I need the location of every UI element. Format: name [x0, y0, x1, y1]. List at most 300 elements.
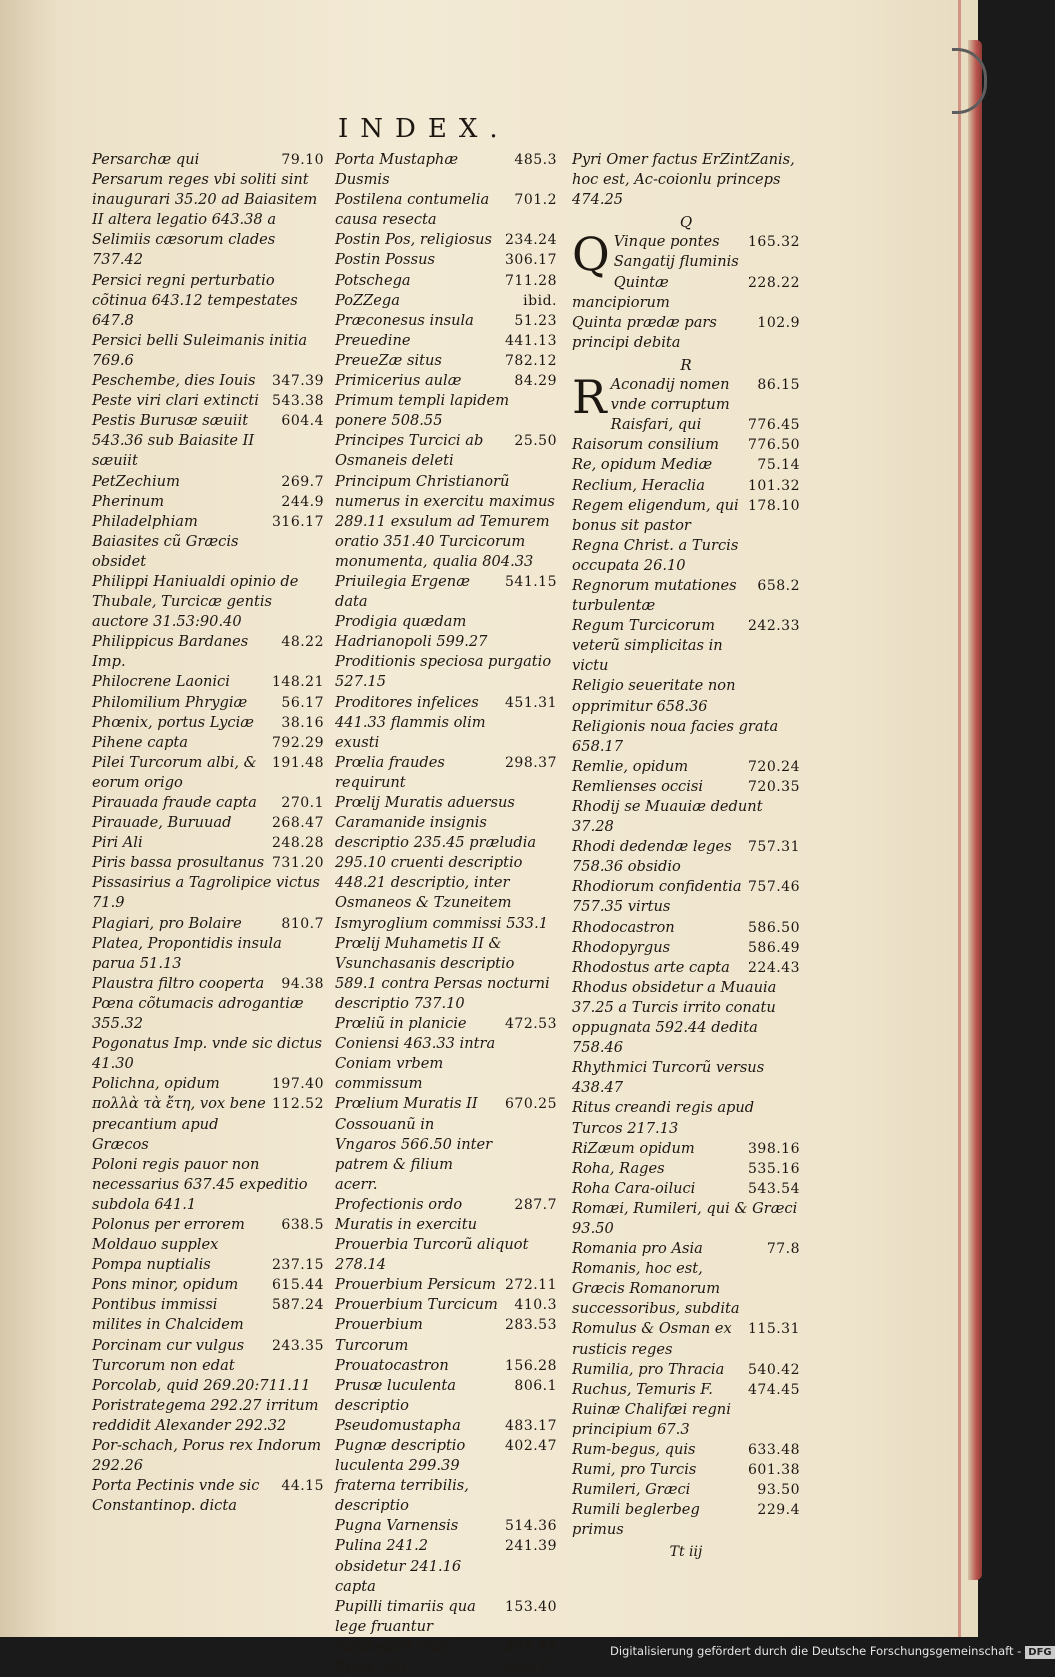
entry-page-ref: 316.17 [272, 513, 324, 530]
index-entry [92, 793, 324, 813]
entry-page-ref: 586.49 [748, 939, 800, 956]
entry-term: Pusdogani vsus [335, 1637, 450, 1655]
entry-page-ref: 243.35 [272, 1337, 324, 1354]
entry-term: Rhodi dedendæ leges 758.36 obsidio [572, 838, 732, 876]
index-entry [92, 1275, 324, 1295]
section-letter-q: Q [679, 213, 693, 232]
section-letter-r: R [680, 355, 692, 374]
entry-page-ref: ibid. [523, 292, 557, 309]
entry-page-ref: 75.14 [757, 457, 800, 474]
index-entry [335, 351, 557, 371]
entry-term: Pogonatus Imp. vnde sic dictus 41.30 [92, 1035, 323, 1073]
entry-term: Principum Christianorũ numerus in exercitu maximus 289.11 exsulum ad Temurem oratio 351.40 Turcicorum monumenta, qualia 804.33 [335, 472, 555, 570]
section-r-entries [572, 370, 800, 1540]
entry-page-ref: 197.40 [272, 1076, 324, 1093]
entry-term: Persarum reges vbi soliti sint inaugurari 35.20 ad Baiasitem II altera legatio 643.38 a Selimiis cæsorum clades 737.42 [92, 171, 318, 269]
index-entry [335, 572, 557, 612]
entry-page-ref: 701.2 [514, 192, 557, 209]
index-entry [335, 291, 557, 311]
entry-term: πολλὰ τὰ ἔτη, vox bene precantium apud Græcos [92, 1095, 266, 1153]
section-r [572, 370, 800, 1540]
index-entry [572, 717, 800, 757]
index-entry [572, 1199, 800, 1239]
entry-page-ref: 483.17 [505, 1417, 557, 1434]
dfg-logo: DFG [1025, 1646, 1054, 1659]
entry-page-ref: 244.9 [281, 493, 324, 510]
index-entry [572, 1460, 800, 1480]
entry-page-ref: 79.10 [281, 152, 324, 168]
entry-term: Plaustra filtro cooperta [92, 974, 265, 992]
entry-term: Porta Mustaphæ Dusmis [335, 151, 459, 189]
entry-page-ref: 25.50 [514, 433, 557, 450]
entry-page-ref: 535.16 [748, 1160, 800, 1177]
entry-term: Plagiari, pro Bolaire [92, 914, 242, 932]
entry-page-ref: 228.22 [748, 274, 800, 291]
index-entry [92, 693, 324, 713]
entry-term: Pseudomustapha [335, 1416, 461, 1434]
index-column-3 [572, 150, 800, 1563]
entry-term: Profectionis ordo Muratis in exercitu [335, 1195, 477, 1233]
index-entry [335, 311, 557, 331]
entry-page-ref: 298.37 [505, 754, 557, 771]
index-entry [335, 230, 557, 250]
index-entry [572, 1058, 800, 1098]
entry-page-ref: 474.45 [748, 1381, 800, 1398]
index-entry [572, 576, 800, 616]
entry-term: Prœlia fraudes requirunt [335, 753, 445, 791]
entry-page-ref: 229.4 [757, 1502, 800, 1519]
index-entry [92, 1034, 324, 1074]
entry-term: Philippi Haniualdi opinio de Thubale, Turcicæ gentis auctore 31.53:90.40 [92, 572, 299, 631]
entry-page-ref: 720.24 [748, 758, 800, 775]
entry-term: Prœlium Muratis II Cossouanũ in Vngaros 566.50 inter patrem & filium acerr. [335, 1095, 493, 1193]
index-entry [335, 693, 557, 753]
entry-page-ref: 93.50 [757, 1482, 800, 1499]
entry-page-ref: 347.39 [272, 373, 324, 390]
entry-term: Prodigia quædam Hadrianopoli 599.27 [335, 613, 488, 651]
index-entry [335, 431, 557, 471]
index-entry [335, 391, 557, 431]
entry-term: Raisorum consilium [572, 436, 719, 454]
entry-term: Pirauada fraude capta [92, 794, 257, 811]
entry-page-ref: 398.16 [748, 1140, 800, 1157]
entry-term: Pilei Turcorum albi, & eorum origo [92, 753, 257, 791]
index-entry [335, 1376, 557, 1416]
index-entry [92, 572, 324, 632]
section-q [572, 227, 800, 353]
index-entry [92, 1255, 324, 1275]
entry-page-ref: 48.22 [281, 634, 324, 651]
index-entry [572, 797, 800, 837]
entry-term: Polichna, opidum [92, 1075, 220, 1093]
entry-page-ref: 782.12 [505, 352, 557, 369]
entry-term: Prouerbium Persicum [335, 1276, 496, 1294]
index-entry [572, 227, 800, 282]
entry-term: Philippicus Bardanes Imp. [92, 633, 249, 671]
entry-term: Proditionis speciosa purgatio 527.15 [335, 653, 552, 691]
footer-credit [610, 1642, 1052, 1661]
entry-page-ref: 287.7 [514, 1196, 557, 1213]
entry-page-ref: 283.53 [505, 1317, 557, 1334]
entry-page-ref: 543.38 [272, 393, 324, 410]
entry-term: PreueZæ situs [335, 351, 442, 369]
entry-term: PoZZega [335, 291, 400, 309]
index-entry [335, 1195, 557, 1235]
entry-term: Persici regni perturbatio cõtinua 643.12 tempestates 647.8 [92, 271, 298, 329]
entry-term: Poristrategema 292.27 irritum reddidit Alexander 292.32 [92, 1396, 319, 1434]
entry-term: Peste viri clari extincti [92, 392, 259, 410]
entry-term: Re, opidum Mediæ [572, 456, 713, 474]
index-entry [572, 616, 800, 676]
entry-term: Preuedine [335, 331, 411, 349]
entry-term: Pompa nuptialis [92, 1256, 211, 1274]
entry-term: Rhodus obsidetur a Muauia 37.25 a Turcis irrito conatu oppugnata 592.44 dedita 758.46 [572, 978, 777, 1057]
entry-term: Rhythmici Turcorũ versus 438.47 [572, 1059, 765, 1097]
index-entry [335, 1235, 557, 1275]
index-entry [572, 1500, 800, 1540]
index-entry [572, 1400, 800, 1440]
entry-term: RiZæum opidum [572, 1139, 695, 1157]
entry-page-ref: 242.33 [748, 618, 800, 635]
entry-term: Quinta prædæ pars principi debita [572, 313, 717, 351]
index-entry [92, 672, 324, 692]
entry-page-ref: 601.38 [748, 1462, 800, 1479]
entry-term: Regna Christ. a Turcis occupata 26.10 [572, 536, 739, 574]
entry-page-ref: 77.8 [766, 1241, 800, 1258]
entry-page-ref: 776.45 [748, 417, 800, 434]
entry-page-ref: 178.10 [748, 497, 800, 514]
entry-term: Pupilli timariis qua lege fruantur [335, 1597, 476, 1635]
index-entry [572, 1319, 800, 1359]
entry-term: Porcolab, quid 269.20:711.11 [92, 1376, 311, 1394]
entry-page-ref: 156.28 [505, 1357, 557, 1374]
index-entry [335, 190, 557, 230]
index-entry [92, 914, 324, 934]
entry-page-ref: 84.29 [514, 373, 557, 390]
index-entry [572, 1380, 800, 1400]
index-entry [335, 1416, 557, 1436]
entry-page-ref: 94.38 [281, 975, 324, 992]
entry-term: Prœlij Muratis aduersus Caramanide insignis descriptio 235.45 præludia 295.10 cruenti descriptio 448.21 descriptio, inter Osmaneos & Tzuneitem Ismyroglium commissi 533.1 [335, 794, 549, 932]
entry-term: Prouatocastron [335, 1356, 449, 1374]
index-entry [92, 853, 324, 873]
entry-term: Rhodiorum confidentia 757.35 virtus [572, 878, 742, 916]
index-entry [572, 938, 800, 958]
index-entry [92, 391, 324, 411]
entry-page-ref: 51.23 [514, 312, 557, 329]
entry-page-ref: 472.53 [505, 1016, 557, 1033]
index-entry [92, 1094, 324, 1154]
entry-term: Rhodocastron [572, 918, 675, 936]
entry-term: Pugnæ descriptio luculenta 299.39 fraterna terribilis, descriptio [335, 1437, 469, 1515]
entry-term: Reclium, Heraclia [572, 476, 705, 494]
entry-page-ref: 757.46 [748, 879, 800, 896]
entry-page-ref: 670.25 [505, 1096, 557, 1113]
entry-term: Persarchæ qui [92, 151, 200, 168]
signature-mark: Tt iij [669, 1544, 703, 1561]
index-entry [92, 512, 324, 572]
entry-term: Primicerius aulæ [335, 372, 462, 390]
entry-term: Quintæ mancipiorum [572, 273, 670, 311]
entry-term: Por-schach, Porus rex Indorum 292.26 [92, 1437, 322, 1475]
index-entry [335, 1094, 557, 1194]
index-entry [92, 472, 324, 492]
index-entry [335, 1657, 557, 1677]
index-entry [335, 612, 557, 652]
index-entry [92, 1215, 324, 1255]
index-entry [92, 170, 324, 270]
entry-term: Pestis Burusæ sæuiit 543.36 sub Baiasite II sæuiit [92, 412, 255, 470]
entry-page-ref: 441.13 [505, 332, 557, 349]
entry-term: Phœnix, portus Lyciæ [92, 713, 254, 731]
entry-term: Priuilegia Ergenæ data [335, 572, 470, 611]
index-entry [92, 1336, 324, 1376]
entry-term: Rum-begus, quis [572, 1441, 696, 1458]
index-entry [335, 1315, 557, 1355]
entry-page-ref: 148.21 [272, 674, 324, 691]
index-entry [572, 273, 800, 313]
index-entry [335, 1014, 557, 1094]
entry-page-ref: 633.48 [748, 1442, 800, 1458]
entry-term: Prusæ luculenta descriptio [335, 1376, 456, 1414]
entry-term: Prœlij Muhametis II & Vsunchasanis descriptio 589.1 contra Persas nocturni descriptio 737.10 [335, 934, 550, 1012]
index-entry [92, 1436, 324, 1476]
index-entry [335, 793, 557, 934]
index-entry [335, 1536, 557, 1596]
page-edge [968, 40, 982, 1580]
entry-page-ref: 101.32 [748, 477, 800, 494]
entry-term: Prouerbium Turcicum [335, 1296, 498, 1314]
index-entry [92, 1074, 324, 1094]
entry-term: Vinque pontes Sangatij fluminis [613, 233, 739, 271]
index-entry [572, 1239, 800, 1319]
entry-term: Rumilia, pro Thracia [572, 1360, 725, 1378]
index-entry [92, 150, 324, 170]
entry-term: Pihene capta [92, 733, 188, 751]
footer-text: Digitalisierung gefördert durch die Deutsche Forschungsgemeinschaft - [610, 1644, 1022, 1658]
entry-term: Remlie, opidum [572, 757, 689, 775]
index-entry [92, 713, 324, 733]
entry-term: Postin Pos, religiosus [335, 231, 492, 249]
entry-term: Pirauade, Buruuad [92, 814, 232, 832]
index-entry [335, 753, 557, 793]
index-entry [335, 652, 557, 692]
entry-term: Remlienses occisi [572, 777, 704, 795]
index-entry [572, 1179, 800, 1199]
entry-term: Roha, Rages [572, 1159, 665, 1177]
entry-page-ref: 269.7 [281, 473, 324, 490]
entry-term: Regem eligendum, qui bonus sit pastor [572, 496, 739, 534]
entry-page-ref: 410.3 [514, 1297, 557, 1314]
entry-page-ref: 587.24 [272, 1297, 324, 1314]
entry-page-ref: 402.47 [505, 1438, 557, 1454]
entry-page-ref: 792.29 [272, 734, 324, 751]
entry-term: Romulus & Osman ex rusticis reges [572, 1320, 732, 1358]
index-entry [92, 1476, 324, 1516]
entry-page-ref: 541.15 [505, 573, 557, 590]
index-entry [92, 411, 324, 471]
entry-page-ref: 615.44 [272, 1277, 324, 1294]
entry-page-ref: 485.3 [514, 152, 557, 168]
entry-term: Rhodopyrgus [572, 938, 671, 956]
entry-term: Primum templi lapidem ponere 508.55 [335, 392, 510, 430]
index-entry [92, 271, 324, 331]
index-column-1 [92, 150, 324, 1516]
entry-term: Philocrene Laonici [92, 673, 230, 691]
entry-term: Regnorum mutationes turbulentæ [572, 576, 737, 615]
entry-term: Prouerbium Turcorum [335, 1316, 423, 1354]
index-entry [335, 1516, 557, 1536]
index-entry [92, 1376, 324, 1396]
entry-term: Romania pro Asia Romanis, hoc est, Græcis Romanorum successoribus, subdita [572, 1240, 740, 1318]
index-entry [335, 371, 557, 391]
index-column-3-top [572, 150, 800, 210]
entry-term: Pugna Varnensis [335, 1517, 459, 1535]
entry-page-ref: 86.15 [757, 377, 800, 394]
index-entry [572, 757, 800, 777]
entry-page-ref: 806.1 [514, 1377, 557, 1394]
index-entry [335, 934, 557, 1014]
entry-page-ref: 191.48 [272, 754, 324, 771]
entry-page-ref: 234.24 [505, 232, 557, 249]
entry-term: Platea, Propontidis insula parua 51.13 [92, 934, 282, 972]
index-entry [92, 1295, 324, 1335]
initial-q: Q [572, 227, 610, 282]
entry-term: Ruinæ Chalifæi regni principium 67.3 [572, 1400, 731, 1438]
entry-page-ref: 731.20 [272, 855, 324, 872]
entry-term: Prœliũ in planicie Coniensi 463.33 intra Coniam vrbem commissum [335, 1015, 496, 1093]
entry-page-ref: 241.39 [505, 1538, 557, 1555]
entry-term: Pyri Omer factus ErZintZanis, hoc est, Ac-coionlu princeps 474.25 [572, 151, 795, 209]
entry-page-ref: 272.11 [505, 1277, 557, 1294]
entry-page-ref: 540.42 [748, 1361, 800, 1378]
entry-term: Roha Cara-oiluci [572, 1179, 696, 1197]
index-entry [92, 492, 324, 512]
index-entry [335, 1637, 557, 1657]
entry-page-ref: 298.48 [505, 1638, 557, 1655]
entry-page-ref: 270.1 [281, 795, 324, 811]
index-entry [92, 1396, 324, 1436]
index-entry [335, 150, 557, 190]
entry-term: Piri Ali [92, 834, 143, 852]
index-entry [572, 496, 800, 536]
index-entry [572, 978, 800, 1058]
entry-page-ref: 224.43 [748, 959, 800, 976]
index-entry [572, 1360, 800, 1380]
entry-term: Pœna cõtumacis adrogantiæ 355.32 [92, 994, 304, 1033]
entry-term: Religionis noua facies grata 658.17 [572, 717, 779, 755]
entry-term: Præconesus insula [335, 311, 474, 329]
entry-page-ref: 102.9 [757, 314, 800, 331]
entry-term: Pissasirius a Tagrolipice victus 71.9 [92, 874, 320, 912]
entry-term: Regum Turcicorum veterũ simplicitas in victu [572, 617, 723, 675]
entry-term: Rumi, pro Turcis [572, 1461, 697, 1479]
entry-term: Romæi, Rumileri, qui & Græci 93.50 [572, 1199, 798, 1237]
entry-page-ref: 153.40 [505, 1598, 557, 1615]
entry-term: Pherinum [92, 492, 165, 510]
entry-page-ref: 720.35 [748, 778, 800, 795]
entry-term: Raisfari, qui [610, 416, 702, 434]
index-entry [92, 371, 324, 391]
entry-term: Porcinam cur vulgus Turcorum non edat [92, 1336, 245, 1374]
index-entry [335, 1356, 557, 1376]
entry-term: Rumili beglerbeg primus [572, 1501, 700, 1539]
entry-term: Prouerbia Turcorũ aliquot 278.14 [335, 1236, 529, 1274]
entry-term: PetZechium [92, 472, 180, 490]
entry-page-ref: 642.27 [505, 1659, 557, 1676]
index-entry [92, 813, 324, 833]
entry-page-ref: 306.17 [505, 252, 557, 269]
index-entry [335, 331, 557, 351]
initial-r: R [572, 370, 607, 425]
index-entry [572, 1480, 800, 1500]
entry-term: Rumileri, Græci [572, 1481, 691, 1499]
index-entry [572, 1159, 800, 1179]
entry-page-ref: 248.28 [272, 835, 324, 852]
index-entry [572, 837, 800, 877]
entry-page-ref: 543.54 [748, 1180, 800, 1197]
index-entry [572, 958, 800, 978]
index-column-2 [335, 150, 557, 1677]
index-entry [572, 1139, 800, 1159]
index-entry [92, 753, 324, 793]
entry-page-ref: 658.2 [757, 577, 800, 594]
index-entry [335, 472, 557, 572]
entry-term: Peschembe, dies Iouis [92, 372, 256, 390]
entry-page-ref: 237.15 [272, 1257, 324, 1274]
index-entry [335, 250, 557, 270]
index-entry [335, 1597, 557, 1637]
entry-page-ref: 810.7 [281, 915, 324, 932]
entry-page-ref: 586.50 [748, 919, 800, 936]
entry-page-ref: 44.15 [281, 1478, 324, 1495]
entry-term: Ritus creandi regis apud Turcos 217.13 [572, 1099, 755, 1137]
index-entry [92, 934, 324, 974]
entry-term: Religio seueritate non opprimitur 658.36 [572, 677, 736, 715]
entry-page-ref: 711.28 [505, 272, 557, 289]
entry-term: Pons minor, opidum [92, 1276, 239, 1294]
entry-term: Pylus, vbi [335, 1658, 407, 1676]
page-fold-line [958, 0, 961, 1637]
index-entry [572, 536, 800, 576]
entry-page-ref: 757.31 [748, 839, 800, 856]
index-entry [572, 676, 800, 716]
index-entry [92, 632, 324, 672]
index-entry [572, 1440, 800, 1460]
entry-term: Ruchus, Temuris F. [572, 1380, 713, 1398]
index-entry [335, 1436, 557, 1516]
entry-term: Aconadij nomen vnde corruptum [610, 376, 730, 414]
index-entry [572, 476, 800, 496]
entry-page-ref: 165.32 [748, 234, 800, 251]
entry-page-ref: 115.31 [748, 1321, 800, 1338]
entry-term: Postilena contumelia causa resecta [335, 191, 490, 229]
entry-page-ref: 38.16 [281, 714, 324, 731]
entry-page-ref: 638.5 [281, 1216, 324, 1233]
entry-term: Postin Possus [335, 251, 435, 269]
section-q-entries [572, 227, 800, 353]
entry-page-ref: 451.31 [505, 694, 557, 711]
index-entry [572, 777, 800, 797]
index-entry [92, 994, 324, 1034]
page-title: INDEX. [338, 114, 510, 144]
entry-page-ref: 56.17 [281, 694, 324, 711]
entry-term: Pontibus immissi milites in Chalcidem [92, 1296, 244, 1334]
index-entry [572, 918, 800, 938]
entry-term: Principes Turcici ab Osmaneis deleti [335, 432, 484, 470]
entry-term: Philadelphiam Baiasites cũ Græcis obsidet [92, 512, 239, 570]
entry-page-ref: 268.47 [272, 815, 324, 832]
